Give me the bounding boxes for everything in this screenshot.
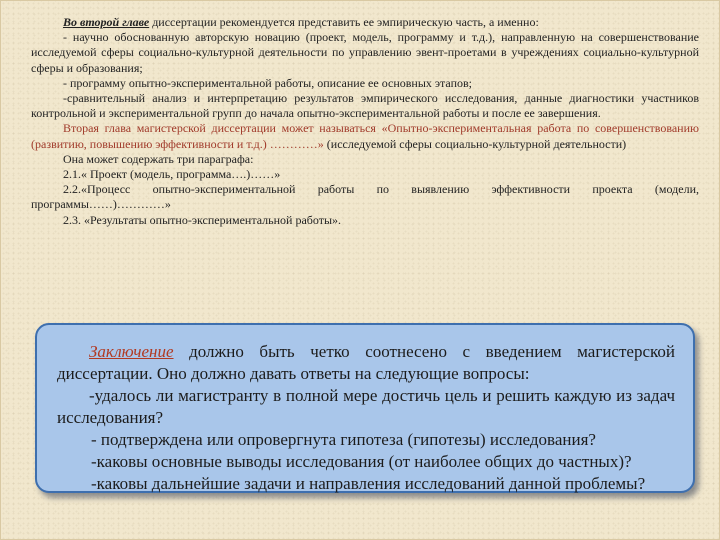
conclusion-question-4: -каковы дальнейшие задачи и направления исследований данной проблемы? bbox=[91, 474, 646, 493]
chapter2-intro bbox=[31, 15, 699, 30]
conclusion-intro bbox=[57, 341, 675, 385]
chapter2-item-2: - программу опытно-экспериментальной работы, описание ее основных этапов; bbox=[63, 75, 473, 90]
conclusion-heading: Заключение bbox=[89, 342, 174, 361]
chapter2-title-rest: (исследуемой сферы социально-культурной деятельности) bbox=[326, 136, 627, 151]
chapter2-item-3: -сравнительный анализ и интерпретацию результатов эмпирического исследования, данные диагностики участников контрольной и экспериментальной групп до начала опытно-экспериментальной работы и после ее завершения. bbox=[31, 91, 699, 121]
paragraph-2-2: 2.2.«Процесс опытно-экспериментальной работы по выявлению эффективности проекта (модели, программы……)…………» bbox=[31, 182, 699, 212]
chapter2-text-block bbox=[19, 9, 709, 321]
paragraphs-intro: Она может содержать три параграфа: bbox=[63, 151, 254, 166]
paragraph-2-1: 2.1.« Проект (модель, программа….)……» bbox=[63, 167, 281, 182]
conclusion-intro-text: должно быть четко соотнесено с введением магистерской диссертации. Оно должно давать ответы на следующие вопросы: bbox=[57, 342, 675, 383]
conclusion-question-3: -каковы основные выводы исследования (от наиболее общих до частных)? bbox=[91, 452, 632, 471]
conclusion-question-1: -удалось ли магистранту в полной мере достичь цель и решить каждую из задач исследования? bbox=[57, 386, 675, 427]
conclusion-callout bbox=[35, 323, 695, 493]
chapter2-title-red: Вторая глава магистерской диссертации может называться «Опытно-экспериментальная работа по совершенствованию (развитию, повышению эффективности и т.д.) …………» bbox=[31, 121, 699, 151]
paragraph-2-3: 2.3. «Результаты опытно-экспериментальной работы». bbox=[63, 212, 342, 227]
chapter2-intro-text: диссертации рекомендуется представить ее эмпирическую часть, а именно: bbox=[149, 15, 539, 29]
conclusion-question-2: - подтверждена или опровергнута гипотеза (гипотезы) исследования? bbox=[91, 430, 596, 449]
chapter2-title-suggestion bbox=[31, 121, 699, 151]
chapter2-heading: Во второй главе bbox=[63, 15, 150, 29]
chapter2-item-1: - научно обоснованную авторскую новацию (проект, модель, программу и т.д.), направленную на совершенствование исследуемой сферы социально-культурной деятельности по управлению эвент-проетами в учреждениях социально-культурной сферы и образования; bbox=[31, 30, 699, 75]
